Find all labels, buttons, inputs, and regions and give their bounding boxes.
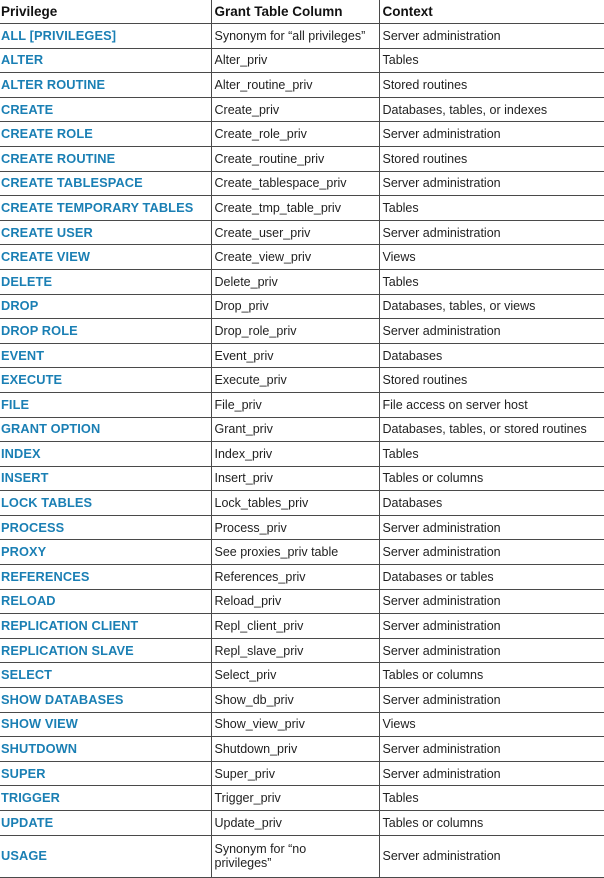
context-cell: Server administration [379, 761, 604, 786]
table-row [0, 712, 604, 737]
privilege-cell: CREATE USER [0, 220, 211, 245]
grant-column-cell: Process_priv [211, 515, 379, 540]
privilege-cell: TRIGGER [0, 786, 211, 811]
privilege-cell: GRANT OPTION [0, 417, 211, 442]
privilege-cell: ALTER [0, 48, 211, 73]
table-row [0, 589, 604, 614]
grant-column-cell: Create_role_priv [211, 122, 379, 147]
grant-column-cell: Alter_routine_priv [211, 73, 379, 98]
context-cell: Server administration [379, 614, 604, 639]
context-cell: Stored routines [379, 146, 604, 171]
privilege-cell: CREATE [0, 97, 211, 122]
grant-column-cell: Lock_tables_priv [211, 491, 379, 516]
header-row [0, 0, 604, 24]
context-cell: Server administration [379, 688, 604, 713]
privilege-cell: UPDATE [0, 811, 211, 836]
header-privilege: Privilege [0, 0, 211, 24]
table-row [0, 294, 604, 319]
context-cell: Tables [379, 442, 604, 467]
table-row [0, 48, 604, 73]
grant-column-cell: Repl_slave_priv [211, 638, 379, 663]
grant-column-cell: Super_priv [211, 761, 379, 786]
grant-column-cell: Show_db_priv [211, 688, 379, 713]
table-row [0, 761, 604, 786]
grant-column-cell: References_priv [211, 565, 379, 590]
context-cell: Server administration [379, 220, 604, 245]
context-cell: Server administration [379, 171, 604, 196]
privilege-cell: RELOAD [0, 589, 211, 614]
context-cell: Server administration [379, 319, 604, 344]
context-cell: Tables [379, 269, 604, 294]
context-cell: Databases [379, 343, 604, 368]
privilege-cell: SHOW VIEW [0, 712, 211, 737]
grant-column-cell: Drop_role_priv [211, 319, 379, 344]
privilege-cell: CREATE ROLE [0, 122, 211, 147]
privilege-cell: ALL [PRIVILEGES] [0, 24, 211, 49]
table-row [0, 614, 604, 639]
context-cell: File access on server host [379, 392, 604, 417]
privilege-cell: LOCK TABLES [0, 491, 211, 516]
table-row [0, 146, 604, 171]
grant-column-cell: Delete_priv [211, 269, 379, 294]
privilege-cell: ALTER ROUTINE [0, 73, 211, 98]
table-row [0, 540, 604, 565]
context-cell: Server administration [379, 737, 604, 762]
context-cell: Stored routines [379, 73, 604, 98]
table-row [0, 417, 604, 442]
table-row [0, 515, 604, 540]
table-row [0, 122, 604, 147]
table-row [0, 269, 604, 294]
context-cell: Tables or columns [379, 466, 604, 491]
privilege-cell: PROXY [0, 540, 211, 565]
context-cell: Tables [379, 786, 604, 811]
table-row [0, 245, 604, 270]
privilege-cell: REFERENCES [0, 565, 211, 590]
table-row [0, 319, 604, 344]
grant-column-cell: Insert_priv [211, 466, 379, 491]
privilege-cell: CREATE TABLESPACE [0, 171, 211, 196]
grant-column-cell: Show_view_priv [211, 712, 379, 737]
grant-column-cell: Alter_priv [211, 48, 379, 73]
context-cell: Databases [379, 491, 604, 516]
table-row [0, 688, 604, 713]
privilege-cell: DELETE [0, 269, 211, 294]
grant-column-cell: File_priv [211, 392, 379, 417]
grant-column-cell: Create_view_priv [211, 245, 379, 270]
grant-column-cell: Synonym for “no privileges” [211, 835, 379, 877]
table-row [0, 835, 604, 877]
privilege-cell: EVENT [0, 343, 211, 368]
privilege-cell: EXECUTE [0, 368, 211, 393]
privilege-cell: REPLICATION CLIENT [0, 614, 211, 639]
table-row [0, 73, 604, 98]
table-row [0, 97, 604, 122]
grant-column-cell: Drop_priv [211, 294, 379, 319]
table-row [0, 343, 604, 368]
grant-column-cell: Create_priv [211, 97, 379, 122]
context-cell: Stored routines [379, 368, 604, 393]
privilege-cell: USAGE [0, 835, 211, 877]
context-cell: Tables or columns [379, 663, 604, 688]
privilege-cell: SHUTDOWN [0, 737, 211, 762]
table-row [0, 392, 604, 417]
grant-column-cell: Update_priv [211, 811, 379, 836]
privilege-cell: CREATE ROUTINE [0, 146, 211, 171]
grant-column-cell: Execute_priv [211, 368, 379, 393]
grant-column-cell: See proxies_priv table [211, 540, 379, 565]
grant-column-cell: Synonym for “all privileges” [211, 24, 379, 49]
context-cell: Tables [379, 48, 604, 73]
privilege-cell: SHOW DATABASES [0, 688, 211, 713]
grant-column-cell: Reload_priv [211, 589, 379, 614]
context-cell: Views [379, 245, 604, 270]
context-cell: Databases or tables [379, 565, 604, 590]
context-cell: Server administration [379, 540, 604, 565]
context-cell: Server administration [379, 515, 604, 540]
header-grant-table-column: Grant Table Column [211, 0, 379, 24]
privilege-cell: REPLICATION SLAVE [0, 638, 211, 663]
privilege-cell: SELECT [0, 663, 211, 688]
table-row [0, 368, 604, 393]
grant-column-cell: Select_priv [211, 663, 379, 688]
context-cell: Databases, tables, or indexes [379, 97, 604, 122]
table-row [0, 466, 604, 491]
context-cell: Databases, tables, or views [379, 294, 604, 319]
grant-column-cell: Create_user_priv [211, 220, 379, 245]
header-context: Context [379, 0, 604, 24]
table-row [0, 491, 604, 516]
grant-column-cell: Grant_priv [211, 417, 379, 442]
privilege-cell: INSERT [0, 466, 211, 491]
table-row [0, 196, 604, 221]
context-cell: Server administration [379, 122, 604, 147]
table-row [0, 638, 604, 663]
context-cell: Server administration [379, 589, 604, 614]
context-cell: Tables [379, 196, 604, 221]
grant-column-cell: Trigger_priv [211, 786, 379, 811]
grant-column-cell: Shutdown_priv [211, 737, 379, 762]
table-row [0, 442, 604, 467]
table-row [0, 663, 604, 688]
grant-column-cell: Create_routine_priv [211, 146, 379, 171]
context-cell: Tables or columns [379, 811, 604, 836]
context-cell: Databases, tables, or stored routines [379, 417, 604, 442]
table-row [0, 220, 604, 245]
privilege-cell: PROCESS [0, 515, 211, 540]
context-cell: Views [379, 712, 604, 737]
grant-column-cell: Create_tmp_table_priv [211, 196, 379, 221]
privilege-cell: DROP ROLE [0, 319, 211, 344]
context-cell: Server administration [379, 24, 604, 49]
grant-column-cell: Event_priv [211, 343, 379, 368]
privilege-cell: SUPER [0, 761, 211, 786]
table-row [0, 24, 604, 49]
privilege-cell: INDEX [0, 442, 211, 467]
privilege-cell: DROP [0, 294, 211, 319]
grant-column-cell: Create_tablespace_priv [211, 171, 379, 196]
privilege-cell: FILE [0, 392, 211, 417]
table-row [0, 565, 604, 590]
table-row [0, 737, 604, 762]
table-row [0, 811, 604, 836]
context-cell: Server administration [379, 835, 604, 877]
grant-column-cell: Index_priv [211, 442, 379, 467]
table-row [0, 786, 604, 811]
privilege-cell: CREATE VIEW [0, 245, 211, 270]
context-cell: Server administration [379, 638, 604, 663]
grant-column-cell: Repl_client_priv [211, 614, 379, 639]
privilege-cell: CREATE TEMPORARY TABLES [0, 196, 211, 221]
table-row [0, 171, 604, 196]
